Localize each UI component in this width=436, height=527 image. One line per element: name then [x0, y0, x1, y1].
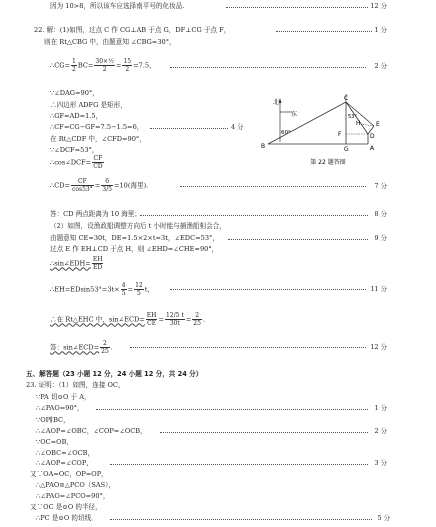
line-text: 23. 证明：（1）如图，连接 OC， [26, 381, 125, 389]
numerator: EH [146, 312, 157, 319]
line-text: ∵OP∥BC， [36, 416, 70, 424]
formula-line [50, 256, 104, 271]
denominator: 3/5 [102, 186, 112, 193]
numerator: 2 [100, 340, 110, 348]
line-text: ∴△PAO≌△PCO（SAS）， [36, 481, 116, 489]
numerator: 4 [121, 282, 126, 289]
formula-line [50, 340, 113, 355]
formula-part: ∴在 Rt△EHC 中，sin∠ECD= [50, 315, 145, 324]
line-text: ∴四边形 ADFG 是矩形， [50, 101, 127, 109]
angle2-label: 53° [348, 114, 357, 120]
answer-line [0, 58, 436, 72]
denominator: 2 [72, 66, 76, 73]
denominator: 5 [136, 290, 141, 297]
dot-leader [170, 67, 366, 68]
line-text: ∴GF=AD=1.5， [50, 112, 103, 120]
label-h: H [356, 120, 361, 127]
answer-line [0, 403, 436, 414]
denominator: CE [147, 320, 157, 327]
answer-line [0, 426, 436, 437]
label-b: B [261, 143, 266, 150]
fraction [92, 155, 103, 170]
line-text: ∵OC=OB， [36, 438, 74, 446]
line-text: ∵PA 切⊙O 于 A， [36, 393, 91, 401]
line-text: ∵∠DCF=53°， [50, 146, 99, 154]
denominator: 2 [102, 66, 107, 73]
answer-line [0, 312, 436, 336]
numerator: 2 [192, 312, 202, 320]
label-d: D [370, 133, 375, 140]
answer-line [0, 178, 436, 196]
line-text: 由题意知 CE=30t，DE=1.5×2×t=3t，∠EDC=53°， [50, 234, 219, 242]
numerator: 1 [72, 58, 76, 65]
denominator: CD [93, 163, 103, 170]
score-mark: 4 分 [231, 123, 244, 131]
line-text: ∴∠PAO=∠PCO=90°， [36, 492, 110, 500]
numerator: 12 [135, 282, 143, 289]
answer-line [0, 340, 436, 356]
score-mark: 7 分 [374, 182, 387, 190]
fraction [71, 178, 94, 193]
angle-label: 60° [281, 130, 291, 136]
fraction [92, 256, 104, 271]
numerator: CF [93, 155, 103, 162]
line-text: ∴∠OBC=∠OCB， [36, 449, 95, 457]
numerator: 30×½ [95, 58, 114, 65]
dot-leader [170, 289, 366, 290]
answer-line [0, 122, 250, 133]
formula-part: ∴cos∠DCF= [50, 158, 92, 167]
dot-leader [110, 464, 368, 465]
dot-leader [150, 128, 228, 129]
denominator: 30t [169, 320, 180, 327]
answer-line [0, 209, 436, 220]
denominator: 2 [125, 66, 130, 73]
dot-leader [140, 215, 368, 216]
answer-line [0, 25, 436, 36]
formula-part: = [185, 315, 192, 324]
answer-line [0, 1, 436, 12]
answer-line [0, 233, 436, 244]
formula-part: 答：sin∠ECD= [50, 343, 100, 352]
east-label: 东 [291, 111, 298, 118]
formula-part: = [115, 61, 122, 70]
denominator: 25 [193, 320, 201, 327]
line-text: ∴∠AOP=∠OBC，∠COP=∠OCB， [36, 427, 147, 435]
line-text: ∴PC 是⊙O 的切线． [36, 514, 98, 522]
fraction [101, 178, 113, 193]
dot-leader [228, 239, 368, 240]
score-mark: 2 分 [374, 427, 387, 435]
line-text: 过点 E 作 EH⊥CD 于点 H，则 ∠EHD=∠CHE=90°， [50, 245, 219, 253]
line-text: 在 Rt△CDF 中，∠CFD=90°， [50, 135, 146, 143]
dot-leader [96, 409, 368, 410]
score-mark: 8 分 [374, 210, 387, 218]
line-text: 答：CD 两点距离为 10 海里； [50, 210, 141, 218]
fraction [71, 58, 77, 73]
fraction [94, 58, 114, 73]
formula-part: ∴sin∠EDH= [50, 259, 91, 268]
numerator: 15 [123, 58, 132, 65]
answer-line [0, 37, 436, 48]
formula-part: ∴CD= [50, 181, 71, 190]
formula-line [50, 155, 105, 170]
score-mark: 12 分 [370, 2, 387, 10]
numerator: 6 [101, 178, 113, 186]
formula-part: ∴EH=EDsin53°=3t× [50, 285, 120, 294]
dot-leader [130, 347, 366, 348]
numerator: CF [71, 178, 94, 186]
formula-part: ∴CG= [50, 61, 71, 70]
formula-line [50, 282, 154, 297]
score-mark: 1 分 [374, 404, 387, 412]
numerator: EH [92, 256, 103, 263]
fraction [100, 340, 110, 355]
dot-leader [276, 31, 372, 32]
formula-part: . [110, 343, 113, 352]
label-g: G [344, 146, 349, 153]
line-text: ∴CF=CG−GF=7.5−1.5=6， [50, 123, 144, 131]
answer-line [0, 282, 436, 298]
line-text: （2）如图，设渔政船调整方向后 t 小时能与捕渔船相会合， [50, 222, 226, 230]
formula-part: = [94, 181, 101, 190]
formula-part: . [202, 315, 206, 324]
numerator: 12/5 t [165, 312, 184, 319]
formula-part: =10(海里). [113, 181, 149, 190]
line-text: 则在 Rt△CBG 中，由题意知 ∠CBG=30°， [44, 38, 176, 46]
answer-line [0, 458, 436, 469]
fraction [122, 58, 132, 73]
score-mark: 2 分 [374, 62, 387, 70]
label-c: C [344, 95, 349, 102]
score-mark: 5 分 [377, 514, 390, 522]
formula-part: =7.5， [133, 61, 156, 70]
score-mark: 3 分 [374, 459, 387, 467]
line-text: ∴∠PAO=90°， [36, 404, 84, 412]
line-text: ∵∠DAG=90°， [50, 89, 99, 97]
north-label: 北 [273, 99, 280, 106]
line-text: ∴∠AOP=∠COP， [36, 459, 93, 467]
score-mark: 9 分 [374, 234, 387, 242]
line-text: 又∵OC 是⊙O 的半径， [30, 503, 102, 511]
label-a: A [370, 145, 375, 152]
line-text: 又∵OA=OC，OP=OP， [30, 470, 108, 478]
formula-part: = [158, 315, 164, 324]
denominator: 5 [121, 290, 126, 297]
formula-line [50, 58, 156, 73]
dot-leader [180, 186, 366, 187]
line-text: 22. 解：(1)如图，过点 C 作 CG⊥AB 于点 G，DF⊥CG 于点 F， [34, 26, 231, 34]
dot-leader [110, 519, 372, 520]
score-mark: 12 分 [370, 343, 387, 351]
dot-leader [160, 432, 368, 433]
denominator: cos53° [72, 186, 93, 193]
formula-line [50, 178, 148, 193]
denominator: 25 [101, 348, 109, 355]
dot-leader [226, 7, 368, 8]
fraction [134, 282, 144, 297]
formula-part: t， [144, 285, 154, 294]
label-e: E [376, 121, 380, 128]
score-mark: 1 分 [374, 26, 387, 34]
formula-part: = [127, 285, 134, 294]
answer-line [0, 513, 436, 524]
fraction [192, 312, 202, 327]
heading-text: 五、解答题（23 小题 12 分，24 小题 12 分，共 24 分） [26, 370, 203, 378]
figure-caption: 第 22 题答图 [310, 159, 346, 166]
fraction [165, 312, 185, 327]
label-f: F [338, 131, 342, 138]
score-mark: 11 分 [370, 285, 387, 293]
fraction [146, 312, 158, 327]
denominator: ED [93, 264, 103, 271]
geometry-figure [258, 92, 398, 170]
formula-line [50, 312, 205, 327]
formula-part: BC= [77, 61, 94, 70]
line-text: 因为 10>8，所以该车应选择南平号的化妆品. [50, 2, 185, 10]
fraction [121, 282, 127, 297]
